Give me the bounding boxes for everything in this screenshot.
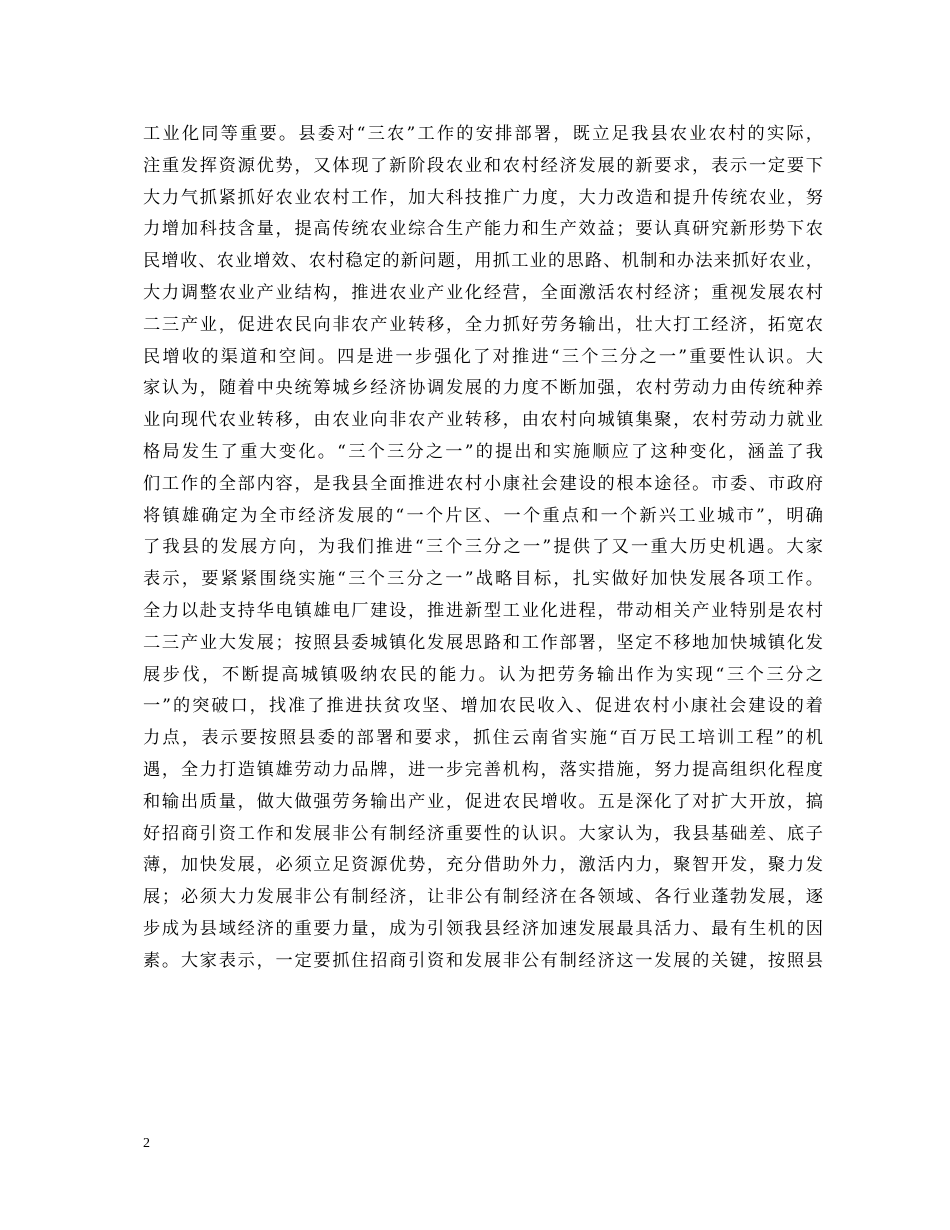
text-line: 民增收、农业增效、农村稳定的新问题，用抓工业的思路、机制和办法来抓好农业，: [143, 251, 823, 272]
text-line: 力点，表示要按照县委的部署和要求，抓住云南省实施“百万民工培训工程”的机: [143, 728, 823, 749]
text-line: 家认为，随着中央统筹城乡经济协调发展的力度不断加强，农村劳动力由传统种养: [143, 378, 823, 399]
body-text: [143, 119, 823, 978]
text-line: 素。大家表示，一定要抓住招商引资和发展非公有制经济这一发展的关键，按照县: [143, 950, 823, 971]
text-line: 们工作的全部内容，是我县全面推进农村小康社会建设的根本途径。市委、市政府: [143, 473, 823, 494]
text-line: 了我县的发展方向，为我们推进“三个三分之一”提供了又一重大历史机遇。大家: [143, 537, 823, 558]
text-line: 工业化同等重要。县委对“三农”工作的安排部署，既立足我县农业农村的实际，: [143, 124, 823, 144]
page-number: 2: [143, 1136, 150, 1151]
text-line: 和输出质量，做大做强劳务输出产业，促进农民增收。五是深化了对扩大开放，搞: [143, 791, 823, 812]
text-line: 展步伐，不断提高城镇吸纳农民的能力。认为把劳务输出作为实现“三个三分之: [143, 664, 823, 685]
text-line: 一”的突破口，找准了推进扶贫攻坚、增加农民收入、促进农村小康社会建设的着: [143, 696, 823, 717]
text-line: 展；必须大力发展非公有制经济，让非公有制经济在各领域、各行业蓬勃发展，逐: [143, 887, 823, 908]
text-line: 表示，要紧紧围绕实施“三个三分之一”战略目标，扎实做好加快发展各项工作。: [143, 569, 823, 590]
text-line: 格局发生了重大变化。“三个三分之一”的提出和实施顺应了这种变化，涵盖了我: [143, 441, 823, 462]
text-line: 步成为县域经济的重要力量，成为引领我县经济加速发展最具活力、最有生机的因: [143, 918, 823, 939]
text-line: 民增收的渠道和空间。四是进一步强化了对推进“三个三分之一”重要性认识。大: [143, 346, 823, 367]
text-line: 大力调整农业产业结构，推进农业产业化经营，全面激活农村经济；重视发展农村: [143, 282, 823, 303]
text-line: 大力气抓紧抓好农业农村工作，加大科技推广力度，大力改造和提升传统农业，努: [143, 187, 823, 208]
text-line: 二三产业，促进农民向非农产业转移，全力抓好劳务输出，壮大打工经济，拓宽农: [143, 314, 823, 335]
text-line: 好招商引资工作和发展非公有制经济重要性的认识。大家认为，我县基础差、底子: [143, 823, 823, 844]
text-line: 业向现代农业转移，由农业向非农产业转移，由农村向城镇集聚，农村劳动力就业: [143, 410, 823, 431]
text-line: 力增加科技含量，提高传统农业综合生产能力和生产效益；要认真研究新形势下农: [143, 219, 823, 240]
text-line: 将镇雄确定为全市经济发展的“一个片区、一个重点和一个新兴工业城市”，明确: [143, 505, 823, 526]
text-line: 注重发挥资源优势，又体现了新阶段农业和农村经济发展的新要求，表示一定要下: [143, 155, 823, 176]
text-line: 全力以赴支持华电镇雄电厂建设，推进新型工业化进程，带动相关产业特别是农村: [143, 600, 823, 621]
text-line: 遇，全力打造镇雄劳动力品牌，进一步完善机构，落实措施，努力提高组织化程度: [143, 759, 823, 780]
text-line: 二三产业大发展；按照县委城镇化发展思路和工作部署，坚定不移地加快城镇化发: [143, 632, 823, 653]
text-line: 薄，加快发展，必须立足资源优势，充分借助外力，激活内力，聚智开发，聚力发: [143, 855, 823, 876]
